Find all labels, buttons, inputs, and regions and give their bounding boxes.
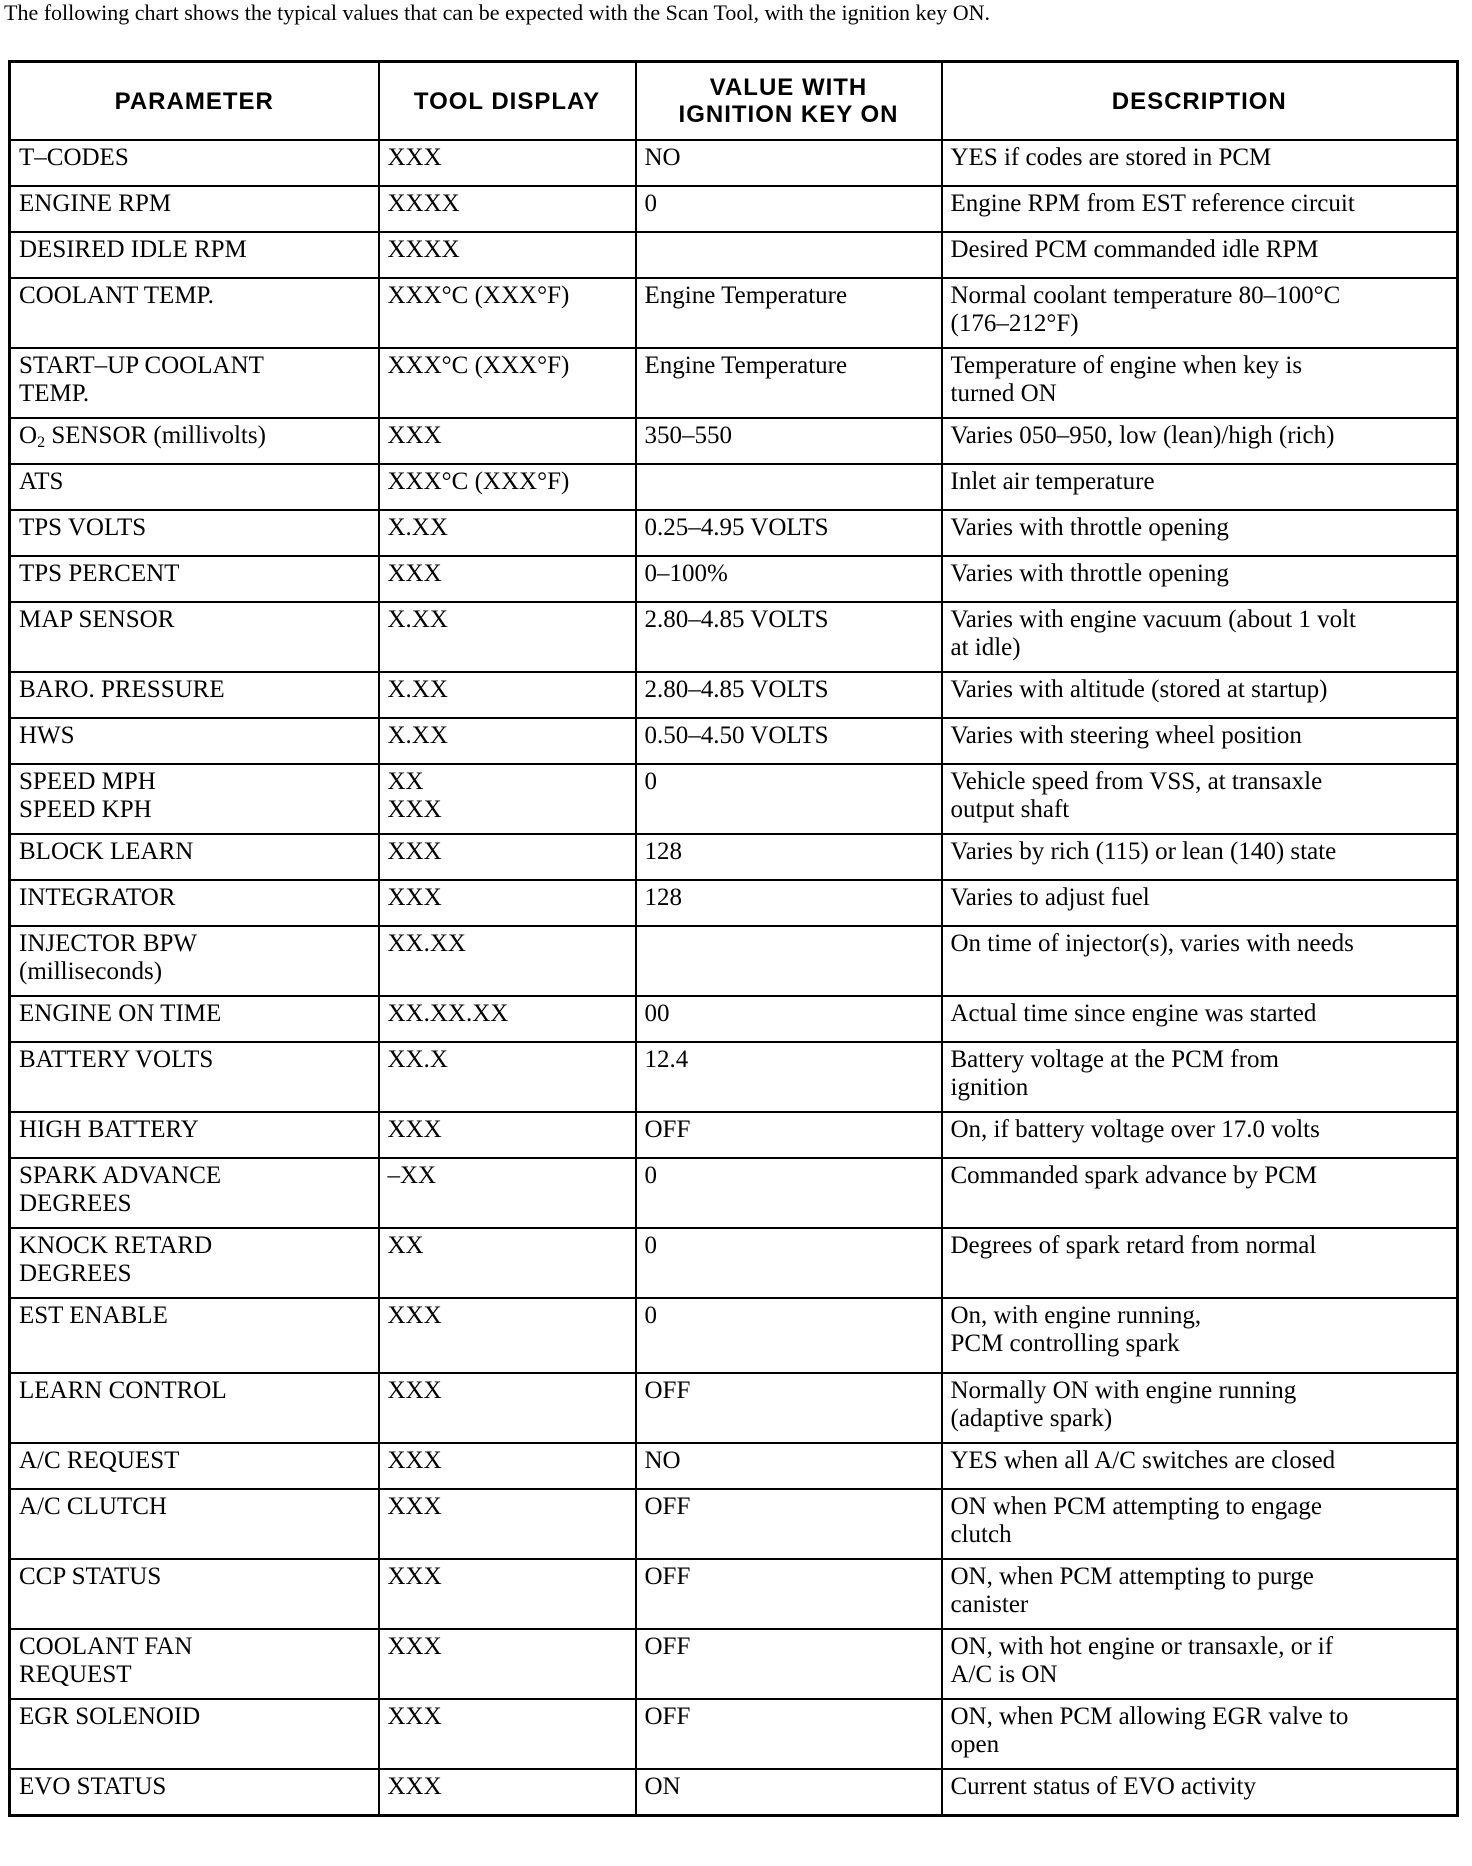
parameter-cell: ENGINE RPM [10, 186, 379, 232]
description-cell: YES when all A/C switches are closed [942, 1443, 1458, 1489]
tool-display-cell: XXX [379, 1298, 636, 1373]
description-cell: Temperature of engine when key is turned ON [942, 348, 1458, 418]
parameter-cell: EVO STATUS [10, 1769, 379, 1816]
tool-display-cell: XXX°C (XXX°F) [379, 464, 636, 510]
table-row [10, 1373, 1458, 1443]
table-row [10, 1629, 1458, 1699]
header-value-ignition-on: VALUE WITH IGNITION KEY ON [636, 62, 942, 141]
parameter-cell: ENGINE ON TIME [10, 996, 379, 1042]
table-row [10, 718, 1458, 764]
description-cell: Degrees of spark retard from normal [942, 1228, 1458, 1298]
parameter-cell: START–UP COOLANT TEMP. [10, 348, 379, 418]
description-cell: On, if battery voltage over 17.0 volts [942, 1112, 1458, 1158]
value-cell: Engine Temperature [636, 278, 942, 348]
parameter-cell: SPARK ADVANCE DEGREES [10, 1158, 379, 1228]
description-cell: Varies with engine vacuum (about 1 volt at idle) [942, 602, 1458, 672]
tool-display-cell: XXXX [379, 232, 636, 278]
parameter-cell: COOLANT FAN REQUEST [10, 1629, 379, 1699]
value-cell: NO [636, 140, 942, 186]
value-cell: OFF [636, 1373, 942, 1443]
parameter-cell: COOLANT TEMP. [10, 278, 379, 348]
value-cell: ON [636, 1769, 942, 1816]
table-row [10, 1559, 1458, 1629]
value-cell: Engine Temperature [636, 348, 942, 418]
description-cell: Inlet air temperature [942, 464, 1458, 510]
tool-display-cell: XX.XX [379, 926, 636, 996]
table-row [10, 1228, 1458, 1298]
parameter-cell: DESIRED IDLE RPM [10, 232, 379, 278]
description-cell: On, with engine running, PCM controlling spark [942, 1298, 1458, 1373]
parameter-cell: EST ENABLE [10, 1298, 379, 1373]
parameter-cell: HIGH BATTERY [10, 1112, 379, 1158]
header-parameter: PARAMETER [10, 62, 379, 141]
description-cell: Varies with steering wheel position [942, 718, 1458, 764]
value-cell: OFF [636, 1699, 942, 1769]
parameter-cell: SPEED MPH SPEED KPH [10, 764, 379, 834]
value-cell [636, 926, 942, 996]
parameter-cell: MAP SENSOR [10, 602, 379, 672]
tool-display-cell: XXX [379, 1373, 636, 1443]
value-cell [636, 232, 942, 278]
tool-display-cell: XXX [379, 834, 636, 880]
table-header-row [10, 62, 1458, 141]
table-row [10, 1489, 1458, 1559]
table-row [10, 672, 1458, 718]
table-row [10, 1298, 1458, 1373]
table-row [10, 556, 1458, 602]
tool-display-cell: X.XX [379, 672, 636, 718]
parameter-cell: INJECTOR BPW (milliseconds) [10, 926, 379, 996]
description-cell: Varies to adjust fuel [942, 880, 1458, 926]
description-cell: Varies with throttle opening [942, 510, 1458, 556]
tool-display-cell: XXX [379, 880, 636, 926]
tool-display-cell: XXX [379, 1443, 636, 1489]
description-cell: Current status of EVO activity [942, 1769, 1458, 1816]
parameter-cell: EGR SOLENOID [10, 1699, 379, 1769]
value-cell: 0 [636, 764, 942, 834]
value-cell: 12.4 [636, 1042, 942, 1112]
description-cell: Varies with altitude (stored at startup) [942, 672, 1458, 718]
tool-display-cell: XXX [379, 1769, 636, 1816]
table-row [10, 996, 1458, 1042]
tool-display-cell: XX.X [379, 1042, 636, 1112]
parameter-cell: CCP STATUS [10, 1559, 379, 1629]
value-cell: 00 [636, 996, 942, 1042]
table-row [10, 834, 1458, 880]
tool-display-cell: XXX [379, 1489, 636, 1559]
table-row [10, 764, 1458, 834]
description-cell: Varies with throttle opening [942, 556, 1458, 602]
parameter-cell: A/C REQUEST [10, 1443, 379, 1489]
tool-display-cell: X.XX [379, 602, 636, 672]
value-cell [636, 464, 942, 510]
tool-display-cell: XXX [379, 1699, 636, 1769]
header-tool-display: TOOL DISPLAY [379, 62, 636, 141]
description-cell: Engine RPM from EST reference circuit [942, 186, 1458, 232]
table-row [10, 510, 1458, 556]
parameter-cell: ATS [10, 464, 379, 510]
tool-display-cell: XXX [379, 1629, 636, 1699]
description-cell: Vehicle speed from VSS, at transaxle output shaft [942, 764, 1458, 834]
parameter-cell: TPS PERCENT [10, 556, 379, 602]
value-cell: 128 [636, 834, 942, 880]
table-row [10, 880, 1458, 926]
parameter-cell: BARO. PRESSURE [10, 672, 379, 718]
table-row [10, 464, 1458, 510]
parameter-cell: BLOCK LEARN [10, 834, 379, 880]
tool-display-cell: XXX°C (XXX°F) [379, 278, 636, 348]
value-cell: 2.80–4.85 VOLTS [636, 672, 942, 718]
description-cell: ON, with hot engine or transaxle, or if A/C is ON [942, 1629, 1458, 1699]
value-cell: 0.50–4.50 VOLTS [636, 718, 942, 764]
description-cell: On time of injector(s), varies with needs [942, 926, 1458, 996]
tool-display-cell: X.XX [379, 718, 636, 764]
parameter-cell: KNOCK RETARD DEGREES [10, 1228, 379, 1298]
table-row [10, 1158, 1458, 1228]
parameter-cell: BATTERY VOLTS [10, 1042, 379, 1112]
description-cell: YES if codes are stored in PCM [942, 140, 1458, 186]
parameter-cell: A/C CLUTCH [10, 1489, 379, 1559]
value-cell: 0.25–4.95 VOLTS [636, 510, 942, 556]
table-row [10, 232, 1458, 278]
description-cell: ON, when PCM allowing EGR valve to open [942, 1699, 1458, 1769]
description-cell: Normally ON with engine running (adaptive spark) [942, 1373, 1458, 1443]
table-row [10, 1443, 1458, 1489]
tool-display-cell: XXX [379, 418, 636, 464]
value-cell: NO [636, 1443, 942, 1489]
table-row [10, 1042, 1458, 1112]
tool-display-cell: XXX°C (XXX°F) [379, 348, 636, 418]
value-cell: 0 [636, 1228, 942, 1298]
value-cell: 0 [636, 1158, 942, 1228]
tool-display-cell: XXXX [379, 186, 636, 232]
tool-display-cell: –XX [379, 1158, 636, 1228]
tool-display-cell: XXX [379, 1112, 636, 1158]
description-cell: Varies by rich (115) or lean (140) state [942, 834, 1458, 880]
value-cell: OFF [636, 1489, 942, 1559]
value-cell: 128 [636, 880, 942, 926]
parameter-cell: TPS VOLTS [10, 510, 379, 556]
value-cell: 2.80–4.85 VOLTS [636, 602, 942, 672]
table-row [10, 186, 1458, 232]
tool-display-cell: XXX [379, 1559, 636, 1629]
table-row [10, 1112, 1458, 1158]
description-cell: ON, when PCM attempting to purge canister [942, 1559, 1458, 1629]
value-cell: OFF [636, 1629, 942, 1699]
table-row [10, 278, 1458, 348]
value-cell: OFF [636, 1112, 942, 1158]
tool-display-cell: XX XXX [379, 764, 636, 834]
parameter-cell: INTEGRATOR [10, 880, 379, 926]
table-row [10, 926, 1458, 996]
value-cell: 350–550 [636, 418, 942, 464]
description-cell: Battery voltage at the PCM from ignition [942, 1042, 1458, 1112]
parameter-cell: HWS [10, 718, 379, 764]
value-cell: 0 [636, 1298, 942, 1373]
value-cell: 0–100% [636, 556, 942, 602]
intro-text: The following chart shows the typical values that can be expected with the Scan Tool, with the ignition key ON. [4, 0, 990, 25]
description-cell: Varies 050–950, low (lean)/high (rich) [942, 418, 1458, 464]
tool-display-cell: XXX [379, 140, 636, 186]
tool-display-cell: XX.XX.XX [379, 996, 636, 1042]
description-cell: Normal coolant temperature 80–100°C (176–212°F) [942, 278, 1458, 348]
parameter-cell: LEARN CONTROL [10, 1373, 379, 1443]
tool-display-cell: X.XX [379, 510, 636, 556]
table-row [10, 602, 1458, 672]
description-cell: ON when PCM attempting to engage clutch [942, 1489, 1458, 1559]
value-cell: 0 [636, 186, 942, 232]
description-cell: Commanded spark advance by PCM [942, 1158, 1458, 1228]
parameter-cell: $O_2$ SENSOR (millivolts) [10, 418, 379, 464]
description-cell: Desired PCM commanded idle RPM [942, 232, 1458, 278]
value-cell: OFF [636, 1559, 942, 1629]
scan-tool-values-table [8, 60, 1459, 1817]
tool-display-cell: XX [379, 1228, 636, 1298]
table-row [10, 348, 1458, 418]
table-row [10, 140, 1458, 186]
table-row [10, 1769, 1458, 1816]
table-row [10, 1699, 1458, 1769]
tool-display-cell: XXX [379, 556, 636, 602]
parameter-cell: T–CODES [10, 140, 379, 186]
header-description: DESCRIPTION [942, 62, 1458, 141]
table-row [10, 418, 1458, 464]
description-cell: Actual time since engine was started [942, 996, 1458, 1042]
